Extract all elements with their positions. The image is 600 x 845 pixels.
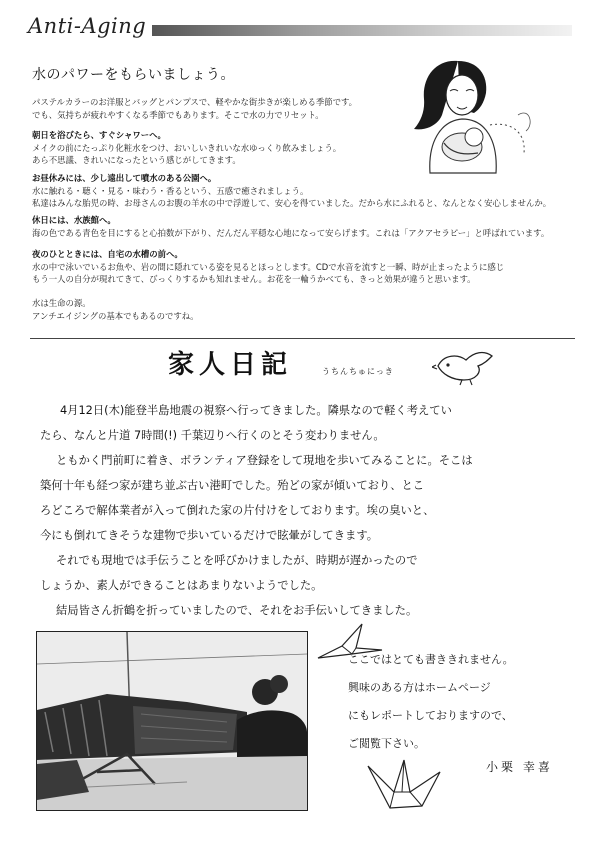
article-closing [32,297,572,322]
diary-line: それでも現地では手伝うことを呼びかけましたが、時期が遅かったので [56,554,418,567]
diary-line: たら、なんと片道 7時間(!) 千葉辺りへ行くのとそう変わりません。 [40,429,385,442]
note-line: 興味のある方はホームページ [348,681,491,694]
note-line: にもレポートしておりますので、 [348,709,513,722]
section-heading: 休日には、水族館へ。 [32,215,116,225]
diary-title-reading: うちんちゅにっき [322,367,394,376]
article-section [32,129,572,167]
diary-body [40,398,580,623]
section-title: Anti-Aging [28,14,147,38]
note-line: ご閲覧下さい。 [348,737,425,750]
article-section [32,248,572,286]
diary-line: 4月12日(木)能登半島地震の視察へ行ってきました。隣県なので軽く考えてい [60,404,452,417]
diary-line: 築何十年も経つ家が建ち並ぶ古い港町でした。殆どの家が傾いており、とこ [40,479,425,492]
section-heading: 朝日を浴びたら、すぐシャワーへ。 [32,130,166,140]
diary-title: 家人日記 [168,350,293,380]
section-line: 私達はみんな胎児の時、お母さんのお腹の羊水の中で浮遊して、安心を得ていました。だから水にふれると、なんとなく安心しませんか。 [32,198,552,209]
article-section [32,214,572,239]
section-heading: お昼休みには、少し遠出して噴水のある公園へ。 [32,173,217,183]
article-intro [32,96,572,121]
intro-line: でも、気持ちが疲れやすくなる季節でもあります。そこで水の力でリセット。 [32,109,324,120]
diary-line: しょうか、素人ができることはあまりないようでした。 [40,579,323,592]
section-line: 水に触れる・聴く・見る・味わう・香るという、五感で癒されましょう。 [32,185,309,196]
author-signature: 小栗 幸喜 [486,760,553,774]
section-line: もう一人の自分が現れてきて、びっくりするかも知れません。お花を一輪うかべても、きっと効果が違うと思います。 [32,274,476,285]
section-divider [30,338,575,339]
diary-note [348,646,588,758]
section-line: メイクの前にたっぷり化粧水をつけ、おいしいきれいな水ゆっくり飲みましょう。 [32,142,342,153]
article-section [32,172,572,210]
earthquake-photo [36,631,308,811]
diary-line: ろどころで解体業者が入って倒れた家の片付けをしております。埃の臭いと、 [40,504,435,517]
header-gradient-bar [152,25,572,36]
section-line: あら不思議、きれいになったという感じがしてきます。 [32,155,241,166]
section-line: 海の色である青色を目にすると心拍数が下がり、だんだん平穏な心地になって安らげます。これは「アクアセラピー」と呼ばれています。 [32,227,550,238]
section-line: 水の中で泳いでいるお魚や、岩の間に隠れている姿を見るとほっとします。CDで水音を流すと一瞬、時が止まったように感じ [32,261,505,272]
closing-line: 水は生命の源。 [32,298,91,308]
section-heading: 夜のひとときには、自宅の水槽の前へ。 [32,249,183,259]
paper-crane-doodle-icon [364,752,446,818]
diary-line: 今にも倒れてきそうな建物で歩いているだけで眩暈がしてきます。 [40,529,379,542]
note-line: ここではとても書ききれません。 [348,653,514,666]
article-title: 水のパワーをもらいましょう。 [32,67,235,83]
diary-line: 結局皆さん折鶴を折っていましたので、それをお手伝いしてきました。 [56,604,418,617]
diary-line: ともかく門前町に着き、ボランティア登録をして現地を歩いてみることに。そこは [56,454,473,467]
closing-line: アンチエイジングの基本でもあるのですね。 [32,310,199,321]
intro-line: パステルカラーのお洋服とバッグとパンプスで、軽やかな街歩きが楽しめる季節です。 [32,97,358,107]
bird-doodle-icon [432,340,500,386]
